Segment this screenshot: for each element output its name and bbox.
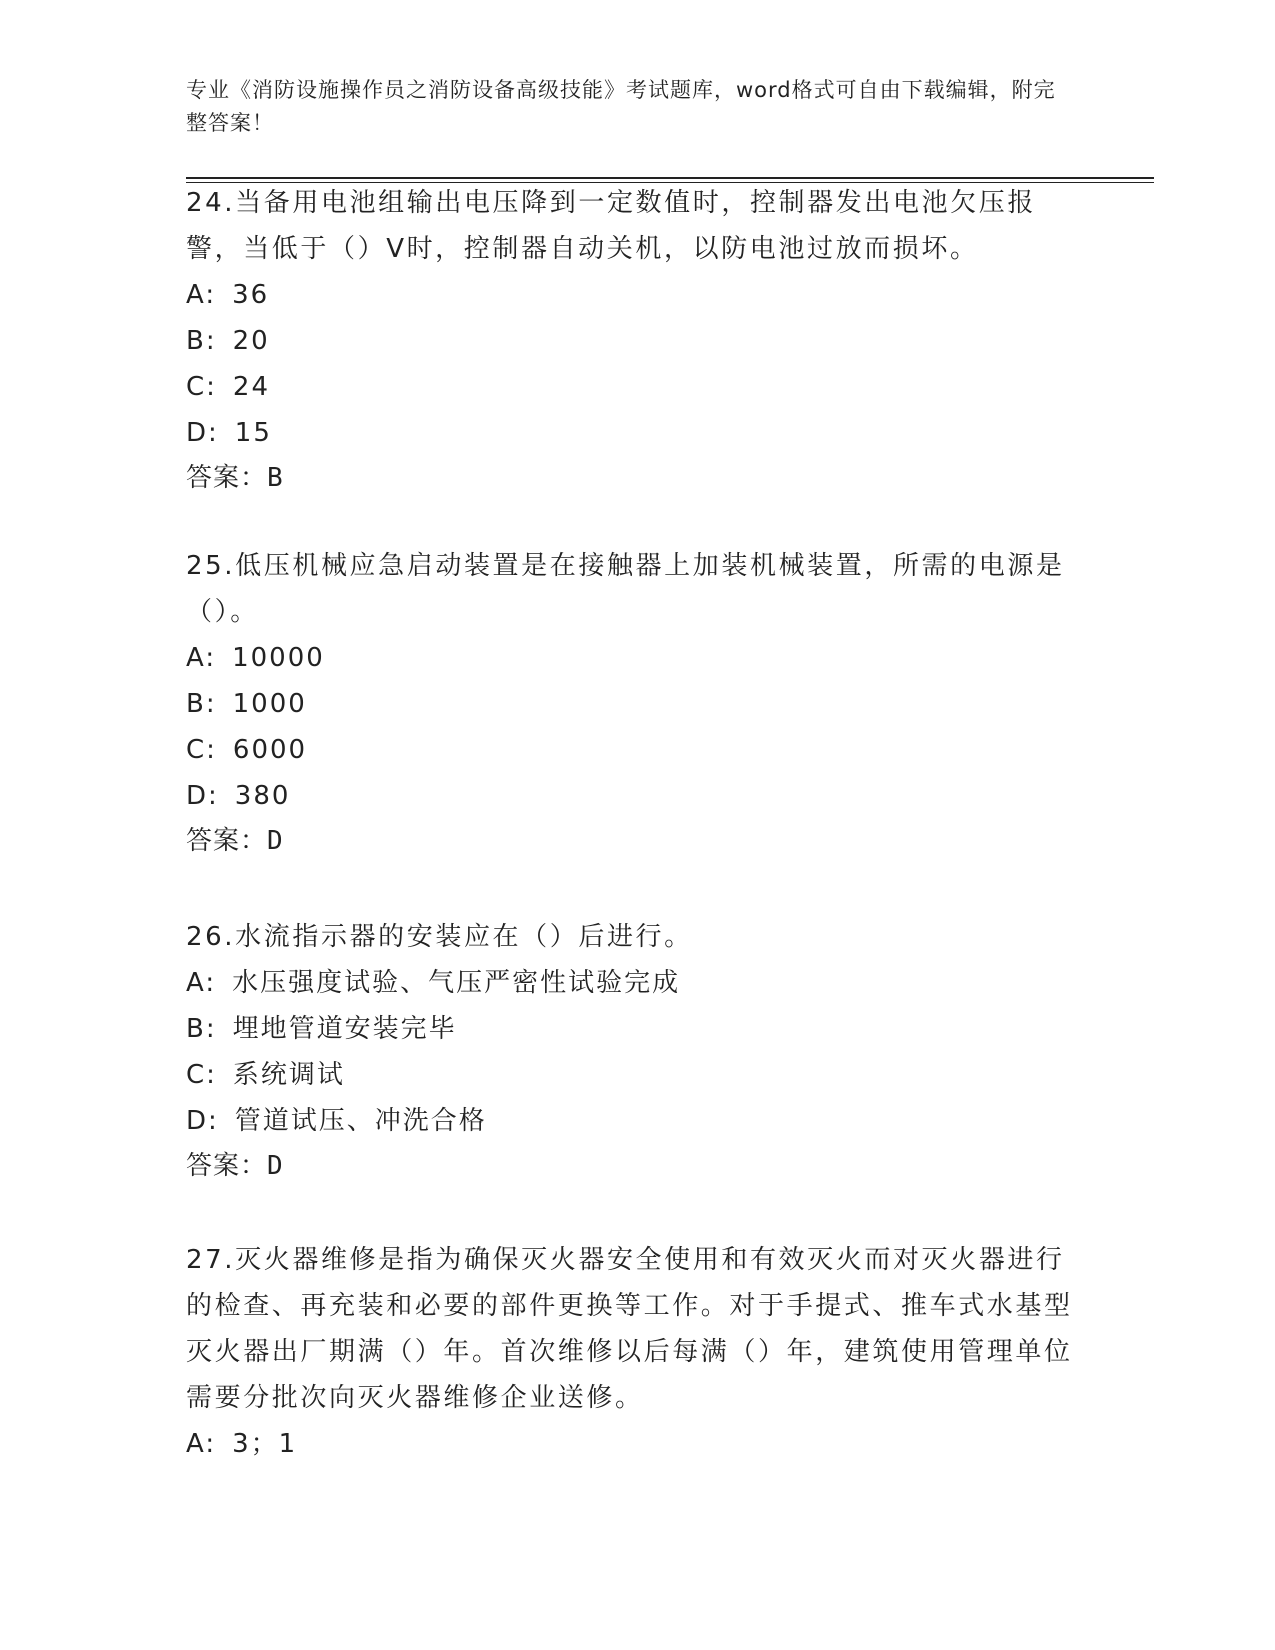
- question-stem: 25.低压机械应急启动装置是在接触器上加装机械装置，所需的电源是（）。: [186, 551, 1065, 627]
- question-26: [186, 914, 1086, 1188]
- option-c: C: 24: [186, 372, 271, 402]
- answer-label: 答案：: [186, 1151, 268, 1181]
- option-b: B: 埋地管道安装完毕: [186, 1014, 457, 1044]
- question-stem: 26.水流指示器的安装应在（）后进行。: [186, 922, 693, 952]
- option-c: C: 6000: [186, 735, 308, 765]
- option-d: D: 380: [186, 781, 291, 811]
- question-24: [186, 180, 1086, 500]
- option-c: C: 系统调试: [186, 1060, 345, 1090]
- option-b: B: 1000: [186, 689, 307, 719]
- option-a: A: 36: [186, 280, 270, 310]
- answer-value: D: [267, 826, 284, 856]
- option-d: D: 管道试压、冲洗合格: [186, 1106, 487, 1136]
- option-a: A: 水压强度试验、气压严密性试验完成: [186, 968, 681, 998]
- option-d: D: 15: [186, 418, 272, 448]
- question-stem: 24.当备用电池组输出电压降到一定数值时，控制器发出电池欠压报警，当低于（）V时，控制器自动关机，以防电池过放而损坏。: [186, 188, 1036, 264]
- answer-value: D: [267, 1151, 284, 1181]
- header-divider: [186, 177, 1154, 179]
- answer-label: 答案：: [186, 463, 268, 493]
- question-stem: 27.灭火器维修是指为确保灭火器安全使用和有效灭火而对灭火器进行的检查、再充装和必要的部件更换等工作。对于手提式、推车式水基型灭火器出厂期满（）年。首次维修以后每满（）年，建筑使用管理单位需要分批次向灭火器维修企业送修。: [186, 1245, 1073, 1413]
- option-b: B: 20: [186, 326, 270, 356]
- answer-line: [186, 1144, 1086, 1188]
- option-a: A: 10000: [186, 643, 325, 673]
- answer-line: [186, 456, 1086, 500]
- option-a: A: 3；1: [186, 1429, 298, 1459]
- document-header: 专业《消防设施操作员之消防设备高级技能》考试题库，word格式可自由下载编辑，附完整答案！: [186, 78, 1056, 135]
- answer-label: 答案：: [186, 826, 268, 856]
- question-27: [186, 1237, 1086, 1467]
- answer-line: [186, 819, 1086, 863]
- answer-value: B: [267, 463, 284, 493]
- question-25: [186, 543, 1086, 863]
